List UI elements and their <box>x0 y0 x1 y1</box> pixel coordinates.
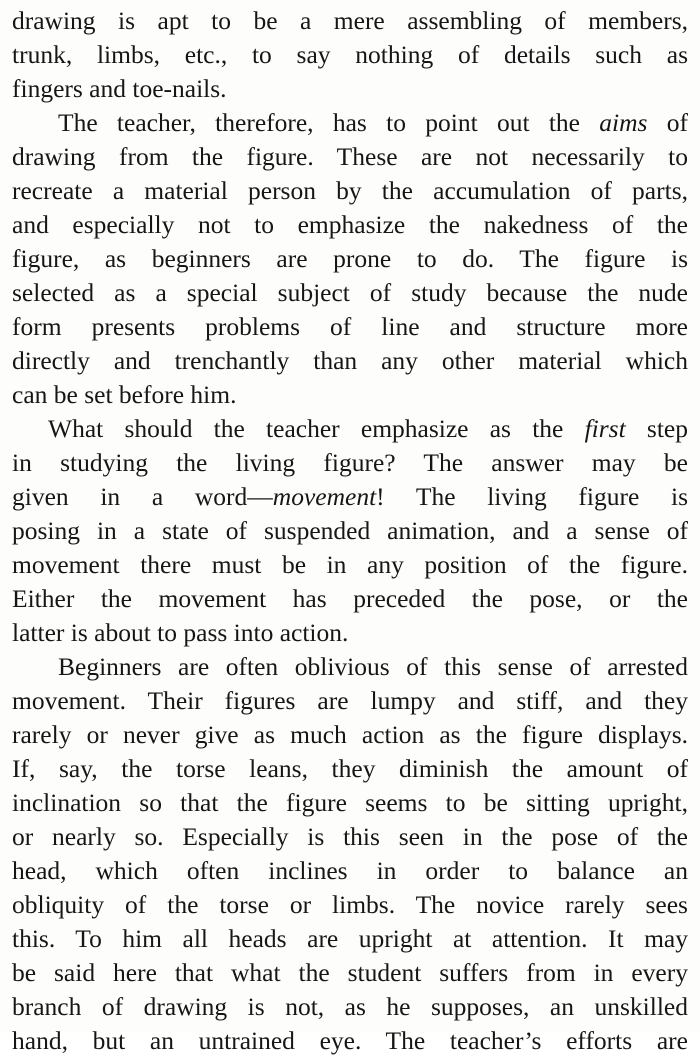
text-line-21: movement. Their figures are lumpy and stiff, and they <box>12 686 688 715</box>
text-line-7: and especially not to emphasize the nakedness of the <box>12 210 688 239</box>
text-line-20: Beginners are often oblivious of this sense of arrested <box>58 652 688 681</box>
text-line-19: latter is about to pass into action. <box>12 618 349 647</box>
text-line-13: What should the teacher emphasize as the first step <box>48 414 688 443</box>
text-line-15: given in a word—movement! The living figure is <box>12 482 689 511</box>
text-line-26: head, which often inclines in order to balance an <box>12 856 688 885</box>
text-line-3: fingers and toe-nails. <box>12 74 227 103</box>
text-line-22: rarely or never give as much action as the figure displays. <box>12 720 688 749</box>
text-line-25: or nearly so. Especially is this seen in the pose of the <box>12 822 688 851</box>
text-line-5: drawing from the figure. These are not necessarily to <box>12 142 688 171</box>
text-line-4: The teacher, therefore, has to point out the aims of <box>58 108 688 137</box>
text-line-27: obliquity of the torse or limbs. The novice rarely sees <box>12 890 688 919</box>
text-line-31: hand, but an untrained eye. The teacher’s efforts are <box>12 1026 688 1055</box>
text-line-24: inclination so that the figure seems to be sitting upright, <box>12 788 688 817</box>
text-line-10: form presents problems of line and structure more <box>12 312 688 341</box>
text-line-16: posing in a state of suspended animation, and a sense of <box>12 516 688 545</box>
text-line-14: in studying the living figure? The answer may be <box>12 448 688 477</box>
text-line-23: If, say, the torse leans, they diminish the amount of <box>12 754 688 783</box>
text-line-11: directly and trenchantly than any other material which <box>12 346 688 375</box>
text-line-28: this. To him all heads are upright at attention. It may <box>12 924 688 953</box>
text-line-8: figure, as beginners are prone to do. The figure is <box>12 244 688 273</box>
text-line-12: can be set before him. <box>12 380 237 409</box>
text-line-18: Either the movement has preceded the pose, or the <box>12 584 688 613</box>
text-line-1: drawing is apt to be a mere assembling of members, <box>12 6 688 35</box>
text-line-17: movement there must be in any position of the figure. <box>12 550 688 579</box>
text-line-6: recreate a material person by the accumulation of parts, <box>12 176 688 205</box>
text-line-2: trunk, limbs, etc., to say nothing of details such as <box>12 40 688 69</box>
text-line-9: selected as a special subject of study because the nude <box>12 278 688 307</box>
text-line-29: be said here that what the student suffers from in every <box>12 958 688 987</box>
text-line-30: branch of drawing is not, as he supposes, an unskilled <box>12 992 688 1021</box>
